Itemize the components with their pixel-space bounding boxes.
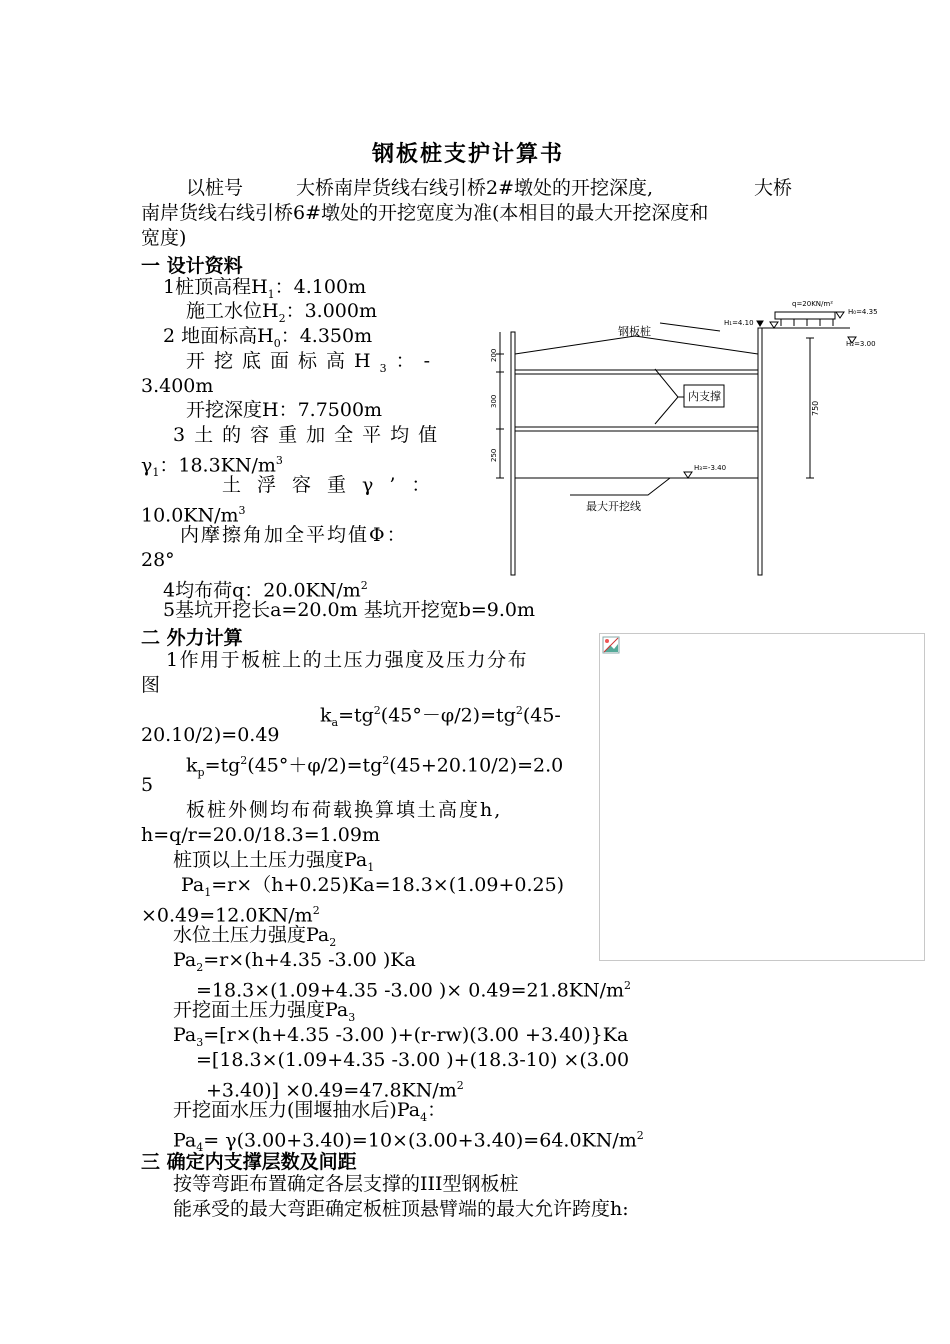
intro-line-3: 宽度) — [141, 227, 187, 249]
s3-line-1: 按等弯距布置确定各层支撑的III型钢板桩 — [173, 1173, 519, 1195]
dim-250: 250 — [490, 448, 498, 462]
load-label: q=20KN/m² — [792, 300, 834, 308]
broken-image-icon — [602, 636, 620, 654]
s1-item-8: 内摩擦角加全平均值Φ： — [180, 524, 408, 546]
ground-line-left — [515, 336, 758, 354]
s2-p1-cont: 图 — [141, 674, 161, 696]
h1-label: H₁=4.10 — [724, 319, 754, 327]
pa1-title: 桩顶以上土压力强度$Pa_1$ — [173, 849, 375, 874]
dim-200: 200 — [490, 348, 498, 362]
left-pile — [511, 332, 515, 575]
section-1-heading: 一 设计资料 — [141, 255, 243, 277]
s1-item-4-cont: 3.400m — [141, 375, 214, 397]
h0-label: H₀=4.35 — [848, 308, 878, 316]
pa3-formula: $Pa_3=[r\times(h+4.35$ -3.00 )+(r-rw)(3.00 +3.40)}Ka — [173, 1024, 629, 1049]
pa3-formula-cont-1: =[18.3×(1.09+4.35 -3.00 )+(18.3-10) ×(3.00 — [196, 1049, 630, 1071]
pa4-title: 开挖面水压力(围堰抽水后)$Pa_4$： — [173, 1099, 447, 1124]
h-line-1: 板桩外侧均布荷载换算填土高度h, — [186, 799, 503, 821]
pa3-formula-cont-2: $+3.40)] \times 0.49=47.8KN/m^2$ — [206, 1079, 464, 1102]
intro-line-2: 南岸货线右线引桥6#墩处的开挖宽度为准(本相目的最大开挖深度和 — [141, 202, 709, 224]
s1-item-5: 开挖深度H：7.7500m — [186, 399, 383, 421]
s1-item-6: 3土的容重加全平均值 — [173, 424, 447, 446]
intro-line-1c: 大桥 — [754, 177, 793, 199]
maxline-leader — [570, 478, 670, 495]
ka-formula-cont: 20.10/2)=0.49 — [141, 724, 280, 746]
h-line-2: h=q/r=20.0/18.3=1.09m — [141, 824, 380, 846]
right-pile — [758, 328, 762, 575]
s1-item-9: 4均布荷q：$20.0KN/m^2$ — [163, 579, 368, 602]
s1-item-7-cont: $10.0KN/m^3$ — [141, 504, 246, 527]
pa3-title: 开挖面土压力强度$Pa_3$ — [173, 999, 356, 1024]
brace-leader — [655, 369, 678, 424]
maxline-label: 最大开挖线 — [586, 500, 641, 513]
sheet-pile-diagram — [470, 290, 890, 580]
s3-line-2: 能承受的最大弯距确定板桩顶悬臂端的最大允许跨度h: — [173, 1198, 629, 1220]
brace-label: 内支撑 — [688, 390, 721, 403]
pa2-formula: $Pa_2=r\times(h+4.35$ -3.00 )Ka — [173, 949, 416, 974]
s1-item-6-cont: $\gamma_1$：$18.3KN/m^3$ — [141, 454, 283, 480]
kp-formula-cont: 5 — [141, 774, 154, 796]
section-3-heading: 三 确定内支撑层数及间距 — [141, 1151, 357, 1173]
kp-formula: $k_p=tg^2(45^\circ+\varphi/2)=tg^2(45+20.10/2)=2.0$ — [186, 754, 564, 780]
load-block — [775, 312, 835, 319]
pa1-formula-cont: $\times 0.49=12.0KN/m^2$ — [141, 904, 320, 927]
s1-item-7: 土浮容重γ’： — [222, 474, 447, 496]
s2-p1: 1作用于板桩上的土压力强度及压力分布 — [166, 649, 529, 671]
h2-label: H₂=3.00 — [846, 340, 876, 348]
pa2-title: 水位土压力强度$Pa_2$ — [173, 924, 337, 949]
s1-item-8-cont: 28° — [141, 549, 175, 571]
s1-item-4: 开挖底面标高$H_3$：- — [186, 350, 439, 375]
section-2-heading: 二 外力计算 — [141, 627, 243, 649]
intro-line-1b: 大桥南岸货线右线引桥2#墩处的开挖深度, — [296, 177, 654, 199]
intro-line-1a: 以桩号 — [186, 177, 244, 199]
h3-label: H₃=-3.40 — [694, 464, 727, 472]
pa1-formula: $Pa_1=r\times(h+0.25)Ka=18.3\times(1.09+0.25)$ — [181, 874, 565, 899]
page-title: 钢板桩支护计算书 — [372, 142, 565, 167]
pa2-formula-cont: =18.3×(1.09+4.35 -3.00 )× $0.49=21.8KN/m^2$ — [196, 979, 632, 1002]
s1-item-3: 2 地面标高$H_0$：4.350m — [163, 325, 373, 350]
dim-300: 300 — [490, 394, 498, 408]
ka-formula: $k_a=tg^2(45^\circ-\varphi/2)=tg^2(45-$ — [320, 704, 561, 730]
dim-750: 750 — [811, 400, 820, 416]
s1-item-1: 1桩顶高程$H_1$：4.100m — [163, 276, 367, 301]
broken-image-placeholder — [599, 633, 925, 961]
s1-item-10: 5基坑开挖长a=20.0m 基坑开挖宽b=9.0m — [163, 599, 536, 621]
pile-label: 钢板桩 — [618, 325, 651, 338]
s1-item-2: 施工水位$H_2$：3.000m — [186, 300, 377, 325]
pa4-formula: $Pa_4= \gamma(3.00+3.40)=10\times(3.00+3.40)=64.0KN/m^2$ — [173, 1129, 644, 1155]
